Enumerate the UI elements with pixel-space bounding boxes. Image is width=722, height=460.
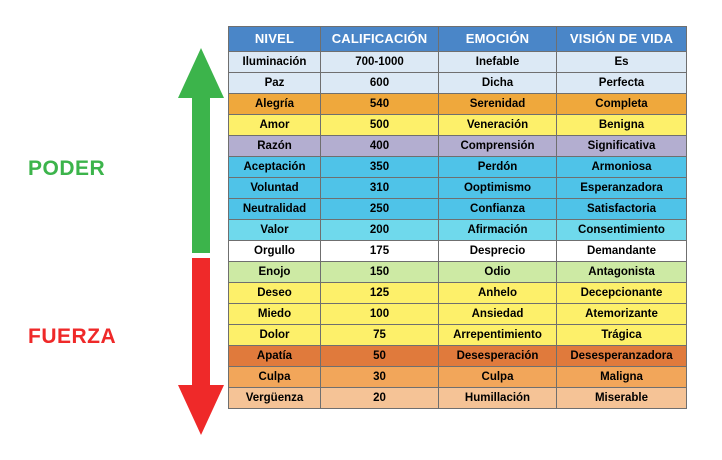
column-header-emocion: EMOCIÓN (439, 27, 557, 52)
table-body (229, 52, 687, 409)
cell-calificacion: 200 (321, 220, 439, 241)
cell-emocion: Arrepentimiento (439, 325, 557, 346)
table-row (229, 52, 687, 73)
column-header-vision: VISIÓN DE VIDA (557, 27, 687, 52)
cell-vision: Armoniosa (557, 157, 687, 178)
cell-calificacion: 175 (321, 241, 439, 262)
cell-calificacion: 400 (321, 136, 439, 157)
cell-emocion: Ansiedad (439, 304, 557, 325)
cell-emocion: Afirmación (439, 220, 557, 241)
cell-emocion: Comprensión (439, 136, 557, 157)
table-row (229, 136, 687, 157)
table-row (229, 325, 687, 346)
column-header-nivel: NIVEL (229, 27, 321, 52)
table-row (229, 346, 687, 367)
cell-vision: Demandante (557, 241, 687, 262)
cell-vision: Miserable (557, 388, 687, 409)
cell-nivel: Orgullo (229, 241, 321, 262)
cell-emocion: Ooptimismo (439, 178, 557, 199)
cell-vision: Maligna (557, 367, 687, 388)
table-row (229, 262, 687, 283)
table-row (229, 73, 687, 94)
table-row (229, 94, 687, 115)
cell-calificacion: 600 (321, 73, 439, 94)
cell-nivel: Alegría (229, 94, 321, 115)
cell-emocion: Serenidad (439, 94, 557, 115)
cell-vision: Es (557, 52, 687, 73)
down-arrow-icon (178, 258, 224, 435)
cell-emocion: Dicha (439, 73, 557, 94)
cell-nivel: Voluntad (229, 178, 321, 199)
cell-nivel: Amor (229, 115, 321, 136)
cell-vision: Desesperanzadora (557, 346, 687, 367)
table-row (229, 178, 687, 199)
poder-label: PODER (28, 157, 106, 180)
cell-calificacion: 100 (321, 304, 439, 325)
cell-calificacion: 20 (321, 388, 439, 409)
table-row (229, 220, 687, 241)
table-row (229, 283, 687, 304)
cell-nivel: Enojo (229, 262, 321, 283)
table-row (229, 241, 687, 262)
column-header-calificacion: CALIFICACIÓN (321, 27, 439, 52)
cell-nivel: Apatía (229, 346, 321, 367)
cell-nivel: Miedo (229, 304, 321, 325)
cell-vision: Satisfactoria (557, 199, 687, 220)
cell-emocion: Culpa (439, 367, 557, 388)
cell-nivel: Deseo (229, 283, 321, 304)
cell-calificacion: 540 (321, 94, 439, 115)
cell-emocion: Confianza (439, 199, 557, 220)
cell-nivel: Vergüenza (229, 388, 321, 409)
table-row (229, 115, 687, 136)
table-header-row (229, 27, 687, 52)
cell-calificacion: 50 (321, 346, 439, 367)
cell-vision: Decepcionante (557, 283, 687, 304)
cell-calificacion: 30 (321, 367, 439, 388)
cell-emocion: Veneración (439, 115, 557, 136)
cell-nivel: Valor (229, 220, 321, 241)
cell-calificacion: 500 (321, 115, 439, 136)
table-row (229, 157, 687, 178)
cell-vision: Atemorizante (557, 304, 687, 325)
cell-emocion: Desesperación (439, 346, 557, 367)
cell-calificacion: 250 (321, 199, 439, 220)
cell-nivel: Neutralidad (229, 199, 321, 220)
cell-nivel: Culpa (229, 367, 321, 388)
cell-emocion: Humillación (439, 388, 557, 409)
up-arrow-icon (178, 48, 224, 253)
table-row (229, 367, 687, 388)
cell-emocion: Inefable (439, 52, 557, 73)
cell-vision: Consentimiento (557, 220, 687, 241)
cell-emocion: Odio (439, 262, 557, 283)
table-row (229, 304, 687, 325)
cell-nivel: Aceptación (229, 157, 321, 178)
table-row (229, 199, 687, 220)
cell-nivel: Dolor (229, 325, 321, 346)
cell-emocion: Desprecio (439, 241, 557, 262)
cell-vision: Perfecta (557, 73, 687, 94)
cell-vision: Esperanzadora (557, 178, 687, 199)
cell-calificacion: 75 (321, 325, 439, 346)
cell-calificacion: 150 (321, 262, 439, 283)
fuerza-label: FUERZA (28, 325, 117, 348)
cell-calificacion: 310 (321, 178, 439, 199)
cell-emocion: Anhelo (439, 283, 557, 304)
cell-nivel: Paz (229, 73, 321, 94)
cell-calificacion: 700-1000 (321, 52, 439, 73)
cell-vision: Significativa (557, 136, 687, 157)
cell-vision: Completa (557, 94, 687, 115)
cell-vision: Trágica (557, 325, 687, 346)
cell-calificacion: 125 (321, 283, 439, 304)
table-row (229, 388, 687, 409)
levels-table-wrapper (228, 26, 687, 409)
cell-nivel: Razón (229, 136, 321, 157)
cell-vision: Benigna (557, 115, 687, 136)
cell-emocion: Perdón (439, 157, 557, 178)
levels-table (228, 26, 687, 409)
cell-vision: Antagonista (557, 262, 687, 283)
cell-calificacion: 350 (321, 157, 439, 178)
cell-nivel: Iluminación (229, 52, 321, 73)
